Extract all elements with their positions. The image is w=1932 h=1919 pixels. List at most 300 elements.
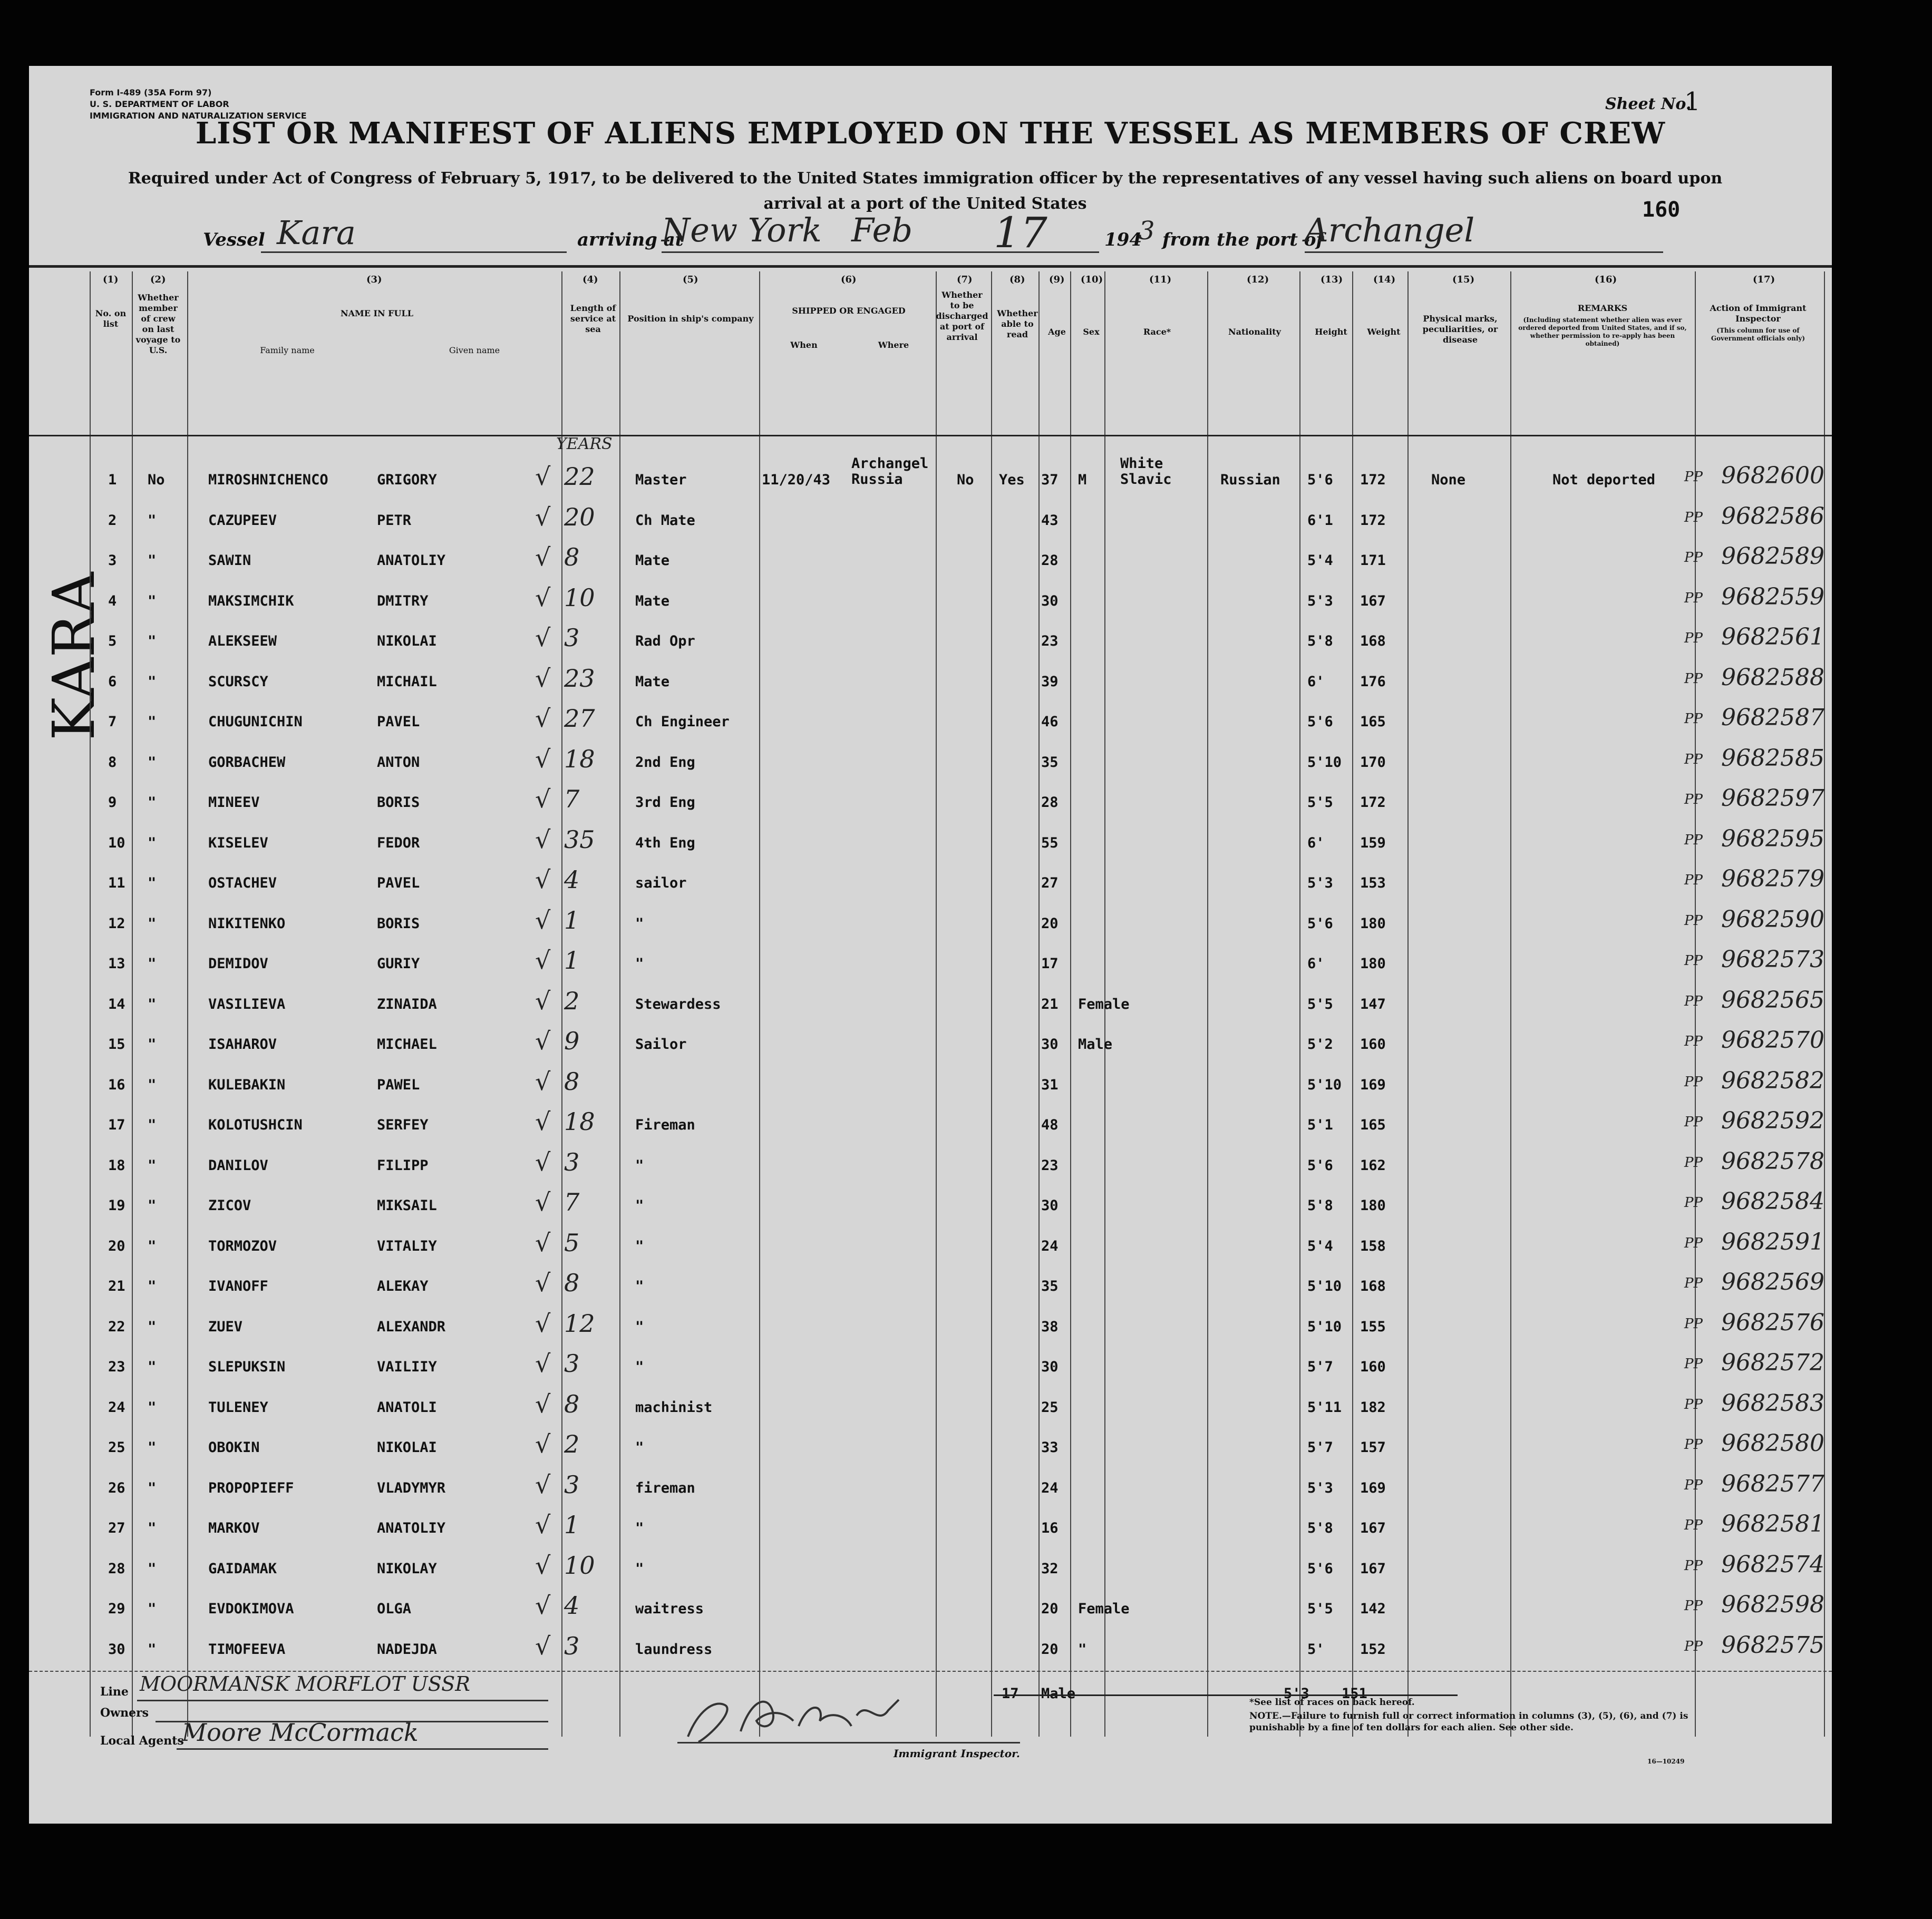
family-name: MINEEV (208, 794, 260, 811)
row-number: 7 (108, 714, 117, 730)
weight: 180 (1360, 915, 1386, 932)
check-mark-icon: √ (535, 1430, 551, 1458)
family-name: NIKITENKO (208, 915, 286, 932)
margin-handwriting: KARA (40, 572, 108, 741)
inspector-action: 9682573 (1721, 946, 1824, 973)
column-divider (561, 271, 562, 1737)
service-years: 35 (564, 825, 595, 854)
family-name: KISELEV (208, 834, 268, 851)
pp-mark: PP (1684, 1638, 1703, 1654)
position: " (635, 956, 644, 972)
weight: 155 (1360, 1318, 1386, 1335)
last-voyage-mark: " (148, 834, 157, 851)
check-mark-icon: √ (535, 462, 551, 491)
age: 46 (1041, 714, 1059, 730)
given-name: PAVEL (377, 714, 420, 730)
given-name: PAVEL (377, 875, 420, 891)
weight: 158 (1360, 1238, 1386, 1254)
pp-mark: PP (1684, 550, 1703, 566)
height: 5'6 (1307, 714, 1333, 730)
col-nationality-header: Nationality (1228, 327, 1281, 337)
position: Mate (635, 552, 670, 569)
height: 5'11 (1307, 1399, 1342, 1416)
vessel-name: Kara (277, 213, 356, 252)
height: 5'10 (1307, 1318, 1342, 1335)
fine-note: NOTE.—Failure to furnish full or correct information in columns (3), (5), (6), and (7) is punishable by a fine of ten dollars for each alien. See other side. (1249, 1711, 1688, 1733)
last-voyage-mark: " (148, 1318, 157, 1335)
weight: 142 (1360, 1601, 1386, 1617)
arrival-port: New York (662, 211, 822, 249)
age: 32 (1041, 1560, 1059, 1577)
last-voyage-mark: " (148, 1157, 157, 1174)
family-name: TIMOFEEVA (208, 1641, 286, 1658)
last-voyage-mark: " (148, 915, 157, 932)
last-voyage-mark: " (148, 1439, 157, 1456)
age: 20 (1041, 915, 1059, 932)
height: 5'10 (1307, 754, 1342, 771)
column-number: (14) (1373, 274, 1396, 285)
age: 20 (1041, 1641, 1059, 1658)
sex: Female (1078, 1601, 1130, 1617)
age: 24 (1041, 1479, 1059, 1496)
form-number: Form I-489 (35A Form 97) U. S. DEPARTMENT OF LABOR IMMIGRATION AND NATURALIZATION SERVICE (90, 87, 307, 121)
row-number: 29 (108, 1601, 125, 1617)
pp-mark: PP (1684, 953, 1703, 969)
col-name-header: NAME IN FULL (340, 308, 413, 318)
last-voyage-mark: " (148, 875, 157, 891)
family-name: KOLOTUSHCIN (208, 1117, 303, 1133)
service-years: 27 (564, 704, 595, 733)
col-service-header: Length of service at sea (570, 303, 616, 334)
col-race-header: Race* (1143, 327, 1171, 337)
column-number: (12) (1247, 274, 1269, 285)
footer-rule (29, 1671, 1832, 1672)
column-divider (1510, 271, 1511, 1737)
column-number: (6) (841, 274, 857, 285)
stamped-page-number: 160 (1642, 198, 1681, 222)
arrival-day: 17 (994, 208, 1047, 257)
column-number: (2) (150, 274, 166, 285)
height: 5'7 (1307, 1439, 1333, 1456)
inspector-action: 9682587 (1721, 704, 1824, 731)
print-code: 16—10249 (1647, 1758, 1685, 1765)
inspector-action: 9682565 (1721, 986, 1824, 1014)
check-mark-icon: √ (535, 1631, 551, 1660)
age: 39 (1041, 673, 1059, 690)
inspector-action: 9682577 (1721, 1470, 1824, 1497)
row-number: 3 (108, 552, 117, 569)
column-divider (1352, 271, 1353, 1737)
column-divider (936, 271, 937, 1737)
inspector-action: 9682588 (1721, 664, 1824, 691)
check-mark-icon: √ (535, 905, 551, 934)
given-name: ANATOLIY (377, 552, 446, 569)
position: " (635, 1359, 644, 1375)
pp-mark: PP (1684, 792, 1703, 807)
able-to-read: Yes (999, 472, 1025, 488)
service-years: 18 (564, 744, 595, 773)
owners-label: Owners (100, 1706, 149, 1720)
column-divider (1038, 271, 1040, 1737)
check-mark-icon: √ (535, 744, 551, 773)
pp-mark: PP (1684, 872, 1703, 888)
row-number: 27 (108, 1520, 125, 1536)
column-number: (3) (366, 274, 382, 285)
given-name: GURIY (377, 956, 420, 972)
header-rule (29, 265, 1832, 268)
row-number: 20 (108, 1238, 125, 1254)
check-mark-icon: √ (535, 624, 551, 652)
sheet-number-value: 1 (1684, 87, 1701, 116)
age: 37 (1041, 472, 1059, 488)
discharged: No (957, 472, 974, 488)
column-number: (17) (1753, 274, 1775, 285)
service-years: 8 (564, 1067, 580, 1096)
row-number: 10 (108, 834, 125, 851)
last-voyage-mark: " (148, 512, 157, 529)
inspector-action: 9682575 (1721, 1631, 1824, 1659)
row-number: 30 (108, 1641, 125, 1658)
check-mark-icon: √ (535, 1147, 551, 1176)
weight: 180 (1360, 1197, 1386, 1214)
family-name: OBOKIN (208, 1439, 260, 1456)
given-name: BORIS (377, 794, 420, 811)
pp-mark: PP (1684, 912, 1703, 929)
weight: 147 (1360, 996, 1386, 1012)
family-name: ZUEV (208, 1318, 243, 1335)
inspector-underline (677, 1742, 1020, 1743)
last-voyage-mark: " (148, 1036, 157, 1053)
pp-mark: PP (1684, 1074, 1703, 1090)
check-mark-icon: √ (535, 1389, 551, 1418)
position: machinist (635, 1399, 713, 1416)
nationality: Russian (1220, 472, 1280, 488)
pp-mark: PP (1684, 1356, 1703, 1372)
age: 30 (1041, 592, 1059, 609)
given-name: ANATOLIY (377, 1520, 446, 1536)
given-name: GRIGORY (377, 472, 437, 488)
last-voyage-mark: " (148, 1076, 157, 1093)
family-name: SLEPUKSIN (208, 1359, 286, 1375)
check-mark-icon: √ (535, 1349, 551, 1378)
local-agents-value: Moore McCormack (182, 1718, 419, 1747)
height: 5'5 (1307, 794, 1333, 811)
last-voyage-mark: " (148, 1601, 157, 1617)
age: 24 (1041, 1238, 1059, 1254)
check-mark-icon: √ (535, 664, 551, 693)
service-years: 2 (564, 986, 580, 1015)
weight: 171 (1360, 552, 1386, 569)
row-number: 26 (108, 1479, 125, 1496)
inspector-action: 9682581 (1721, 1511, 1824, 1537)
service-years: 2 (564, 1430, 580, 1458)
height: 5'8 (1307, 1520, 1333, 1536)
position: Master (635, 472, 687, 488)
position: " (635, 915, 644, 932)
service-years: 3 (564, 1470, 580, 1499)
last-voyage-mark: " (148, 996, 157, 1012)
row-number: 21 (108, 1278, 125, 1294)
service-years: 18 (564, 1107, 595, 1136)
service-years: 7 (564, 1188, 580, 1216)
service-years: 10 (564, 1551, 595, 1580)
pp-mark: PP (1684, 1396, 1703, 1413)
inspector-label: Immigrant Inspector. (894, 1747, 1020, 1760)
family-name: SCURSCY (208, 673, 268, 690)
last-voyage-mark: " (148, 794, 157, 811)
position: 4th Eng (635, 834, 695, 851)
age: 21 (1041, 996, 1059, 1012)
family-name: GAIDAMAK (208, 1560, 277, 1577)
service-years: 8 (564, 1269, 580, 1297)
pp-mark: PP (1684, 590, 1703, 606)
weight: 167 (1360, 592, 1386, 609)
height: 5'6 (1307, 1560, 1333, 1577)
age: 48 (1041, 1117, 1059, 1133)
service-years: 5 (564, 1228, 580, 1257)
row-number: 14 (108, 996, 125, 1012)
family-name: MAKSIMCHIK (208, 592, 294, 609)
position: sailor (635, 875, 687, 891)
row-number: 6 (108, 673, 117, 690)
weight: 168 (1360, 633, 1386, 649)
position: Ch Engineer (635, 714, 730, 730)
age: 30 (1041, 1359, 1059, 1375)
height: 6'1 (1307, 512, 1333, 529)
row-number: 18 (108, 1157, 125, 1174)
family-name: GORBACHEW (208, 754, 286, 771)
shipped-when: 11/20/43 (762, 472, 831, 488)
height: 5'5 (1307, 1601, 1333, 1617)
weight: 157 (1360, 1439, 1386, 1456)
age: 35 (1041, 1278, 1059, 1294)
row-number: 17 (108, 1117, 125, 1133)
service-years: 4 (564, 865, 580, 894)
check-mark-icon: √ (535, 704, 551, 733)
pp-mark: PP (1684, 1598, 1703, 1614)
col-age-header: Age (1048, 327, 1066, 337)
weight: 167 (1360, 1560, 1386, 1577)
age: 28 (1041, 552, 1059, 569)
from-port: Archangel (1305, 211, 1475, 249)
height: 5'5 (1307, 996, 1333, 1012)
weight: 160 (1360, 1036, 1386, 1053)
weight: 159 (1360, 834, 1386, 851)
given-name: ANATOLI (377, 1399, 437, 1416)
weight: 172 (1360, 794, 1386, 811)
inspector-action: 9682576 (1721, 1309, 1824, 1336)
pp-mark: PP (1684, 1114, 1703, 1130)
column-number: (16) (1595, 274, 1617, 285)
age: 27 (1041, 875, 1059, 891)
inspector-action: 9682586 (1721, 502, 1824, 530)
arrival-underline (662, 251, 1099, 253)
service-years: 1 (564, 905, 580, 934)
weight: 172 (1360, 472, 1386, 488)
col-remarks-note: (Including statement whether alien was ever ordered deported from United States, and if so, whether permission to re-apply has been obtained) (1518, 316, 1687, 347)
position: " (635, 1238, 644, 1254)
column-number: (11) (1149, 274, 1172, 285)
check-mark-icon: √ (535, 502, 551, 531)
height: 5'3 (1307, 1479, 1333, 1496)
family-name: MIROSHNICHENCO (208, 472, 328, 488)
family-name: EVDOKIMOVA (208, 1601, 294, 1617)
service-years: 3 (564, 1147, 580, 1176)
service-years: 8 (564, 543, 580, 571)
position: " (635, 1197, 644, 1214)
row-number: 16 (108, 1076, 125, 1093)
row-number: 9 (108, 794, 117, 811)
row-number: 22 (108, 1318, 125, 1335)
pp-mark: PP (1684, 469, 1703, 485)
pp-mark: PP (1684, 1154, 1703, 1171)
col-action-note: (This column for use of Government officials only) (1711, 327, 1805, 342)
age: 30 (1041, 1036, 1059, 1053)
column-header-rule (29, 435, 1832, 436)
position: Sailor (635, 1036, 687, 1053)
position: Mate (635, 592, 670, 609)
col-family-header: Family name (260, 345, 315, 355)
column-number: (10) (1081, 274, 1103, 285)
inspector-action: 9682595 (1721, 825, 1824, 852)
last-voyage-mark: " (148, 1359, 157, 1375)
last-voyage-mark: " (148, 714, 157, 730)
position: laundress (635, 1641, 713, 1658)
column-divider (132, 271, 133, 1737)
column-divider (1207, 271, 1208, 1737)
given-name: OLGA (377, 1601, 412, 1617)
check-mark-icon: √ (535, 543, 551, 571)
weight: 170 (1360, 754, 1386, 771)
given-name: NIKOLAI (377, 633, 437, 649)
row-number: 2 (108, 512, 117, 529)
position: " (635, 1278, 644, 1294)
age: 28 (1041, 794, 1059, 811)
check-mark-icon: √ (535, 986, 551, 1015)
check-mark-icon: √ (535, 1228, 551, 1257)
family-name: MARKOV (208, 1520, 260, 1536)
last-voyage-mark: " (148, 1641, 157, 1658)
column-divider (619, 271, 620, 1737)
column-number: (4) (582, 274, 598, 285)
family-name: OSTACHEV (208, 875, 277, 891)
last-voyage-mark: " (148, 633, 157, 649)
age: 43 (1041, 512, 1059, 529)
col-position-header: Position in ship's company (627, 314, 754, 324)
check-mark-icon: √ (535, 1309, 551, 1338)
last-voyage-mark: " (148, 673, 157, 690)
service-years: 23 (564, 664, 595, 693)
pp-mark: PP (1684, 1235, 1703, 1251)
given-name: NADEJDA (377, 1641, 437, 1658)
age: 23 (1041, 633, 1059, 649)
sex: " (1078, 1641, 1087, 1658)
height: 5'6 (1307, 1157, 1333, 1174)
position: " (635, 1157, 644, 1174)
inspector-action: 9682597 (1721, 785, 1824, 812)
row-number: 8 (108, 754, 117, 771)
height: 5'2 (1307, 1036, 1333, 1053)
last-voyage-mark: " (148, 956, 157, 972)
pp-mark: PP (1684, 993, 1703, 1009)
remarks: Not deported (1552, 472, 1656, 488)
age: 17 (1041, 956, 1059, 972)
inspector-action: 9682559 (1721, 583, 1824, 610)
weight: 152 (1360, 1641, 1386, 1658)
inspector-action: 9682578 (1721, 1147, 1824, 1175)
struck-row-weight: 151 (1342, 1686, 1367, 1702)
given-name: NIKOLAI (377, 1439, 437, 1456)
given-name: MIKSAIL (377, 1197, 437, 1214)
inspector-action: 9682585 (1721, 744, 1824, 772)
col-action-header: Action of Immigrant Inspector (1710, 303, 1807, 324)
check-mark-icon: √ (535, 1470, 551, 1499)
sheet-number-label: Sheet No. (1605, 95, 1692, 113)
given-name: NIKOLAY (377, 1560, 437, 1577)
age: 23 (1041, 1157, 1059, 1174)
column-number: (9) (1049, 274, 1065, 285)
check-mark-icon: √ (535, 825, 551, 854)
age: 20 (1041, 1601, 1059, 1617)
row-number: 4 (108, 592, 117, 609)
inspector-signature (677, 1679, 915, 1752)
column-number: (13) (1321, 274, 1343, 285)
weight: 176 (1360, 673, 1386, 690)
family-name: SAWIN (208, 552, 251, 569)
column-divider (90, 271, 91, 1737)
position: Mate (635, 673, 670, 690)
column-number: (1) (103, 274, 119, 285)
given-name: ANTON (377, 754, 420, 771)
height: 5'6 (1307, 472, 1333, 488)
given-name: DMITRY (377, 592, 429, 609)
given-name: VITALIY (377, 1238, 437, 1254)
height: 5'1 (1307, 1117, 1333, 1133)
pp-mark: PP (1684, 1517, 1703, 1533)
column-divider (1407, 271, 1409, 1737)
service-years: 4 (564, 1591, 580, 1620)
weight: 182 (1360, 1399, 1386, 1416)
family-name: CHUGUNICHIN (208, 714, 303, 730)
row-number: 5 (108, 633, 117, 649)
last-voyage-mark: " (148, 1117, 157, 1133)
col-sex-header: Sex (1083, 327, 1100, 337)
col-where-header: Where (878, 340, 909, 350)
given-name: PAWEL (377, 1076, 420, 1093)
family-name: TORMOZOV (208, 1238, 277, 1254)
pp-mark: PP (1684, 1195, 1703, 1211)
pp-mark: PP (1684, 509, 1703, 525)
check-mark-icon: √ (535, 1067, 551, 1096)
struck-row-sex: Male (1041, 1686, 1076, 1702)
service-years: 3 (564, 1349, 580, 1378)
vessel-underline (261, 251, 567, 253)
col-height-header: Height (1315, 327, 1347, 337)
inspector-action: 9682561 (1721, 624, 1824, 650)
last-voyage-mark: No (148, 472, 165, 488)
age: 35 (1041, 754, 1059, 771)
pp-mark: PP (1684, 630, 1703, 646)
height: 5'10 (1307, 1076, 1342, 1093)
age: 16 (1041, 1520, 1059, 1536)
inspector-action: 9682590 (1721, 905, 1824, 933)
col-marks-header: Physical marks, peculiarities, or disease (1422, 314, 1498, 345)
column-divider (187, 271, 188, 1737)
weight: 169 (1360, 1479, 1386, 1496)
family-name: VASILIEVA (208, 996, 286, 1012)
struck-row-strike (994, 1694, 1458, 1696)
row-number: 13 (108, 956, 125, 972)
